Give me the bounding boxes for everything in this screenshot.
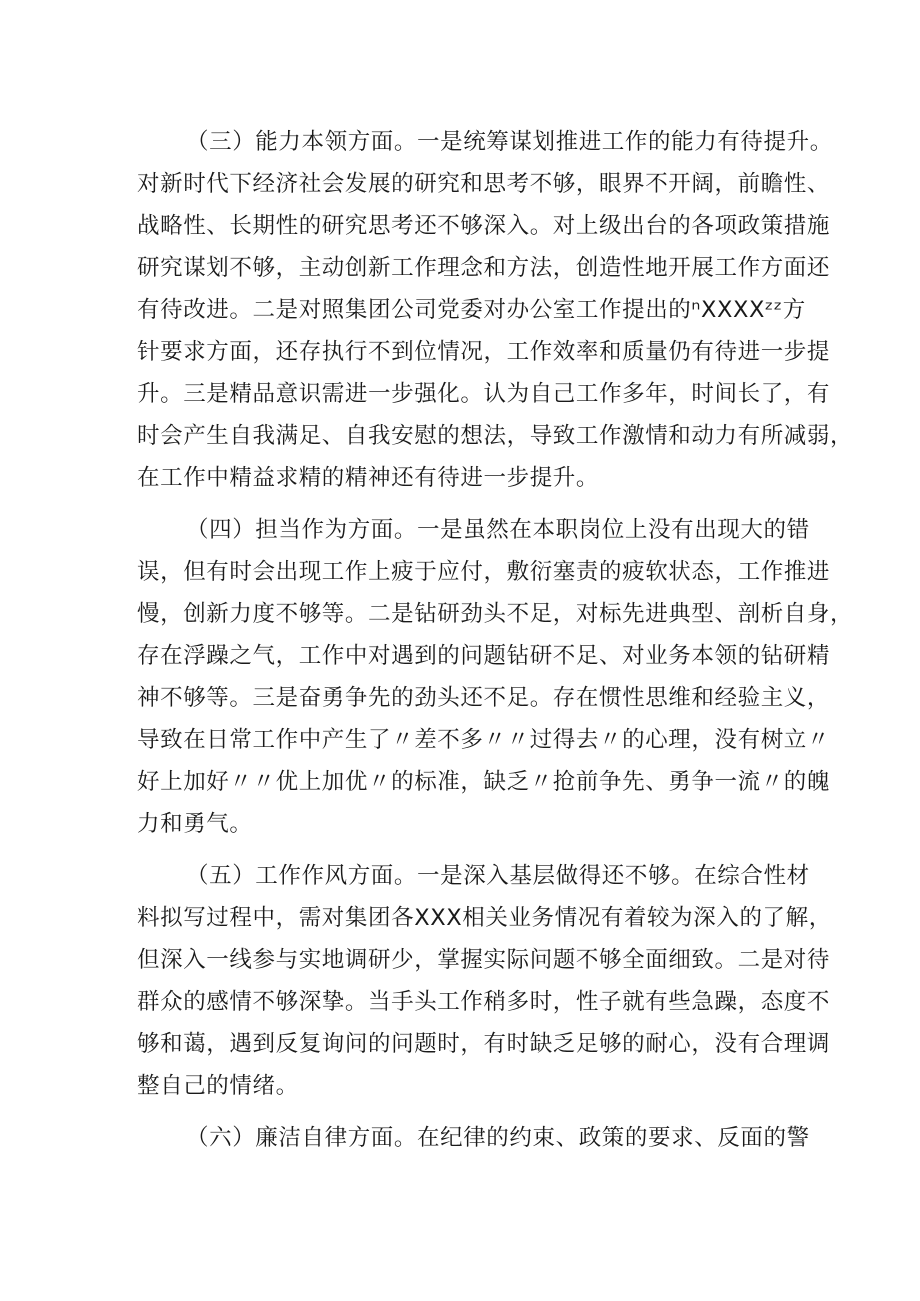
paragraph-line: （三）能力本领方面。一是统筹谋划推进工作的能力有待提升。 [186, 129, 833, 155]
paragraph-line: 研究谋划不够，主动创新工作理念和方法，创造性地开展工作方面还 [137, 255, 831, 281]
paragraph-line: 时会产生自我满足、自我安慰的想法，导致工作激情和动力有所减弱， [137, 423, 854, 449]
paragraph-line: 存在浮躁之气，工作中对遇到的问题钻研不足、对业务本领的钻研精 [137, 643, 831, 669]
paragraph-line: 慢，创新力度不够等。二是钻研劲头不足，对标先进典型、剖析自身， [137, 601, 854, 627]
paragraph-line: 群众的感情不够深挚。当手头工作稍多时，性子就有些急躁，态度不 [137, 989, 831, 1015]
paragraph-line: 料拟写过程中，需对集团各XXX相关业务情况有着较为深入的了解， [137, 905, 832, 931]
paragraph-line: 战略性、长期性的研究思考还不够深入。对上级出台的各项政策措施 [137, 213, 831, 239]
paragraph-line: （四）担当作为方面。一是虽然在本职岗位上没有出现大的错 [186, 517, 810, 543]
paragraph-line: （六）廉洁自律方面。在纪律的约束、政策的要求、反面的警 [186, 1125, 810, 1151]
paragraph-line: 但深入一线参与实地调研少，掌握实际问题不够全面细致。二是对待 [137, 947, 831, 973]
paragraph-line: 整自己的情绪。 [137, 1073, 299, 1099]
paragraph-line: 够和蔼，遇到反复询问的问题时，有时缺乏足够的耐心，没有合理调 [137, 1031, 831, 1057]
paragraph-line: 有待改进。二是对照集团公司党委对办公室工作提出的ⁿXXXXᶻᶻ方 [137, 297, 806, 323]
paragraph-line: 对新时代下经济社会发展的研究和思考不够，眼界不开阔，前瞻性、 [137, 171, 831, 197]
paragraph-line: （五）工作作风方面。一是深入基层做得还不够。在综合性材 [186, 863, 810, 889]
paragraph-line: 针要求方面，还存执行不到位情况，工作效率和质量仍有待进一步提 [137, 339, 831, 365]
paragraph-line: 神不够等。三是奋勇争先的劲头还不足。存在惯性思维和经验主义， [137, 685, 831, 711]
paragraph-line: 好上加好〃〃优上加优〃的标准，缺乏〃抢前争先、勇争一流〃的魄 [137, 769, 831, 795]
paragraph-line: 导致在日常工作中产生了〃差不多〃〃过得去〃的心理，没有树立〃 [137, 727, 831, 753]
paragraph-line: 升。三是精品意识需进一步强化。认为自己工作多年，时间长了，有 [137, 381, 831, 407]
paragraph-line: 力和勇气。 [137, 811, 253, 837]
paragraph-line: 误，但有时会出现工作上疲于应付，敷衍塞责的疲软状态，工作推进 [137, 559, 831, 585]
paragraph-line: 在工作中精益求精的精神还有待进一步提升。 [137, 465, 600, 491]
